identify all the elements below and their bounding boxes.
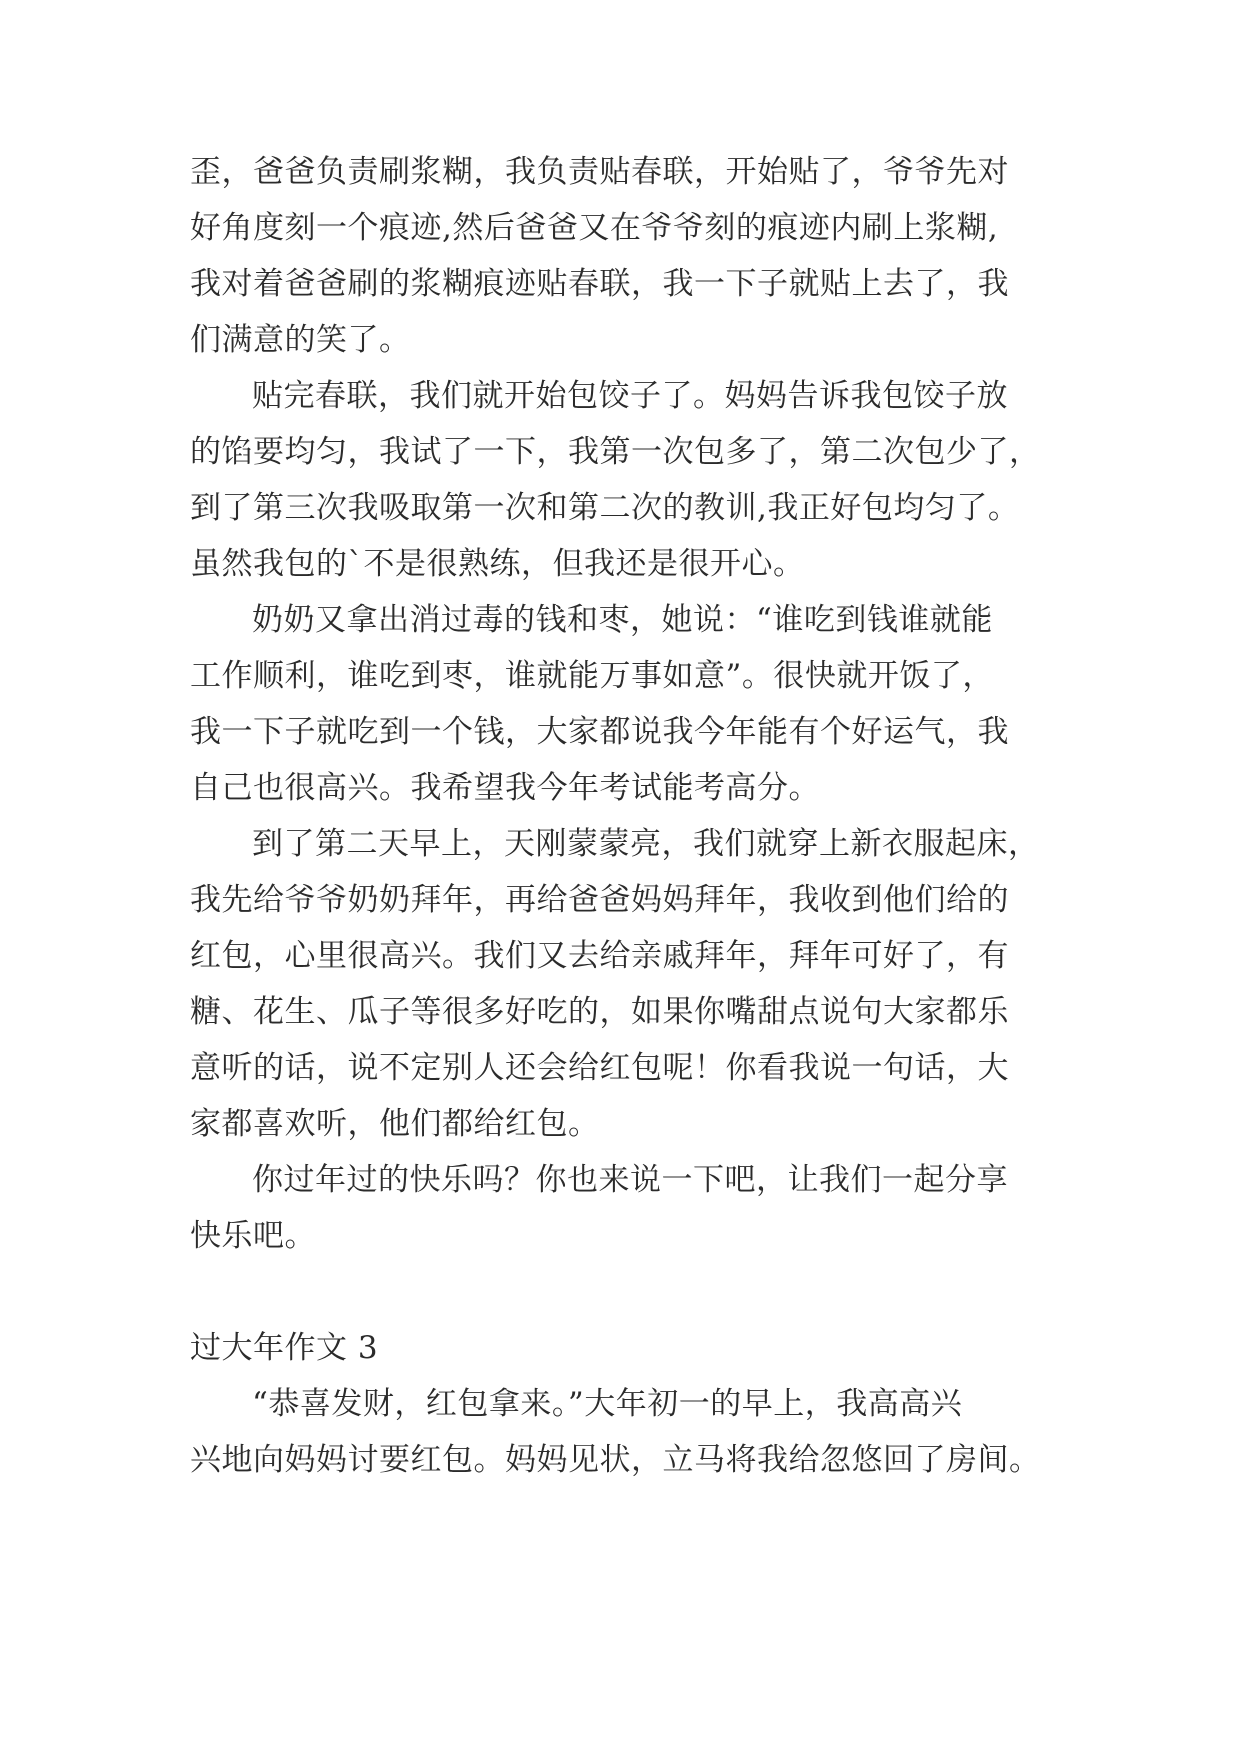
text-line: 工作顺利，谁吃到枣，谁就能万事如意”。很快就开饭了， xyxy=(190,658,994,694)
text-line: 兴地向妈妈讨要红包。妈妈见状，立马将我给忽悠回了房间。 xyxy=(190,1442,1041,1478)
text-line: 红包，心里很高兴。我们又去给亲戚拜年，拜年可好了，有 xyxy=(190,938,1009,974)
text-line: 的馅要均匀，我试了一下，我第一次包多了，第二次包少了， xyxy=(190,434,1041,470)
text-line: 歪，爸爸负责刷浆糊，我负责贴春联，开始贴了，爷爷先对 xyxy=(190,154,1009,190)
section-title: 过大年作文 3 xyxy=(190,1330,379,1366)
text-line: 你过年过的快乐吗？你也来说一下吧，让我们一起分享 xyxy=(252,1162,1008,1198)
text-line: 意听的话，说不定别人还会给红包呢！你看我说一句话，大 xyxy=(190,1050,1009,1086)
text-line: 们满意的笑了。 xyxy=(190,322,411,358)
text-line: 糖、花生、瓜子等很多好吃的，如果你嘴甜点说句大家都乐 xyxy=(190,994,1009,1030)
text-line: 我一下子就吃到一个钱，大家都说我今年能有个好运气，我 xyxy=(190,714,1009,750)
text-line: 奶奶又拿出消过毒的钱和枣，她说：“谁吃到钱谁就能 xyxy=(252,602,993,638)
text-line: 家都喜欢听，他们都给红包。 xyxy=(190,1106,600,1142)
text-line: 我对着爸爸刷的浆糊痕迹贴春联，我一下子就贴上去了，我 xyxy=(190,266,1009,302)
text-line: 贴完春联，我们就开始包饺子了。妈妈告诉我包饺子放 xyxy=(252,378,1008,414)
text-line: 到了第二天早上，天刚蒙蒙亮，我们就穿上新衣服起床， xyxy=(252,826,1040,862)
text-line: 虽然我包的`不是很熟练，但我还是很开心。 xyxy=(190,546,805,582)
text-line: 自己也很高兴。我希望我今年考试能考高分。 xyxy=(190,770,820,806)
text-line: “恭喜发财，红包拿来。”大年初一的早上，我高高兴 xyxy=(252,1386,963,1422)
text-line: 好角度刻一个痕迹,然后爸爸又在爷爷刻的痕迹内刷上浆糊, xyxy=(190,210,999,246)
text-line: 快乐吧。 xyxy=(190,1218,316,1254)
text-line: 到了第三次我吸取第一次和第二次的教训,我正好包均匀了。 xyxy=(190,490,1020,526)
text-line: 我先给爷爷奶奶拜年，再给爸爸妈妈拜年，我收到他们给的 xyxy=(190,882,1009,918)
